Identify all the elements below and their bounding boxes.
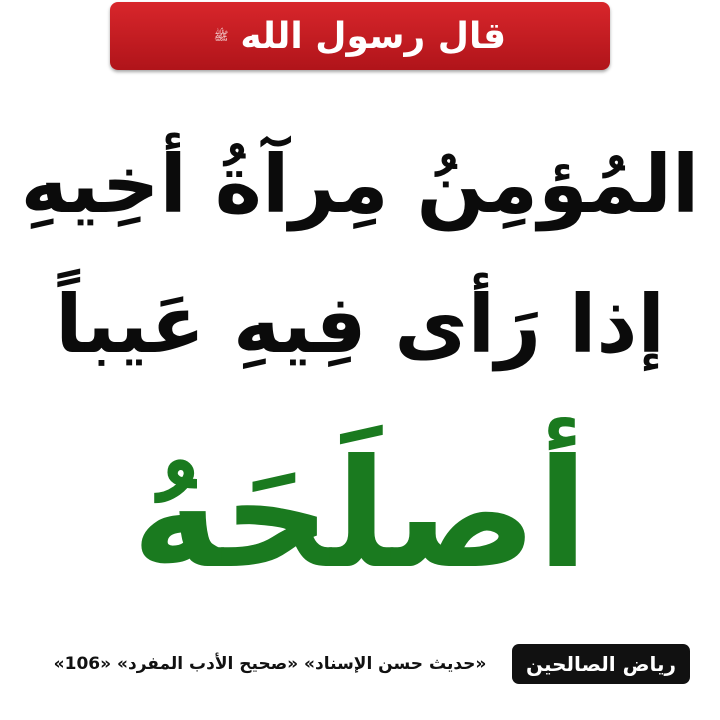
- hadith-citation: «حديث حسن الإسناد» «صحيح الأدب المفرد» «106»: [53, 654, 487, 674]
- header-banner: [110, 2, 610, 70]
- source-label: رياض الصالحين: [525, 652, 677, 676]
- hadith-line-1: المُؤمِنُ مِرآةُ أخِيهِ: [20, 138, 700, 231]
- hadith-line-2: إذا رَأى فِيهِ عَيباً: [55, 278, 665, 371]
- source-badge: [512, 644, 690, 684]
- hadith-line-3: أصلَحَهُ: [131, 428, 589, 602]
- header-title: قال رسول الله: [240, 15, 507, 57]
- honorific-seal: ﷺ: [213, 29, 229, 43]
